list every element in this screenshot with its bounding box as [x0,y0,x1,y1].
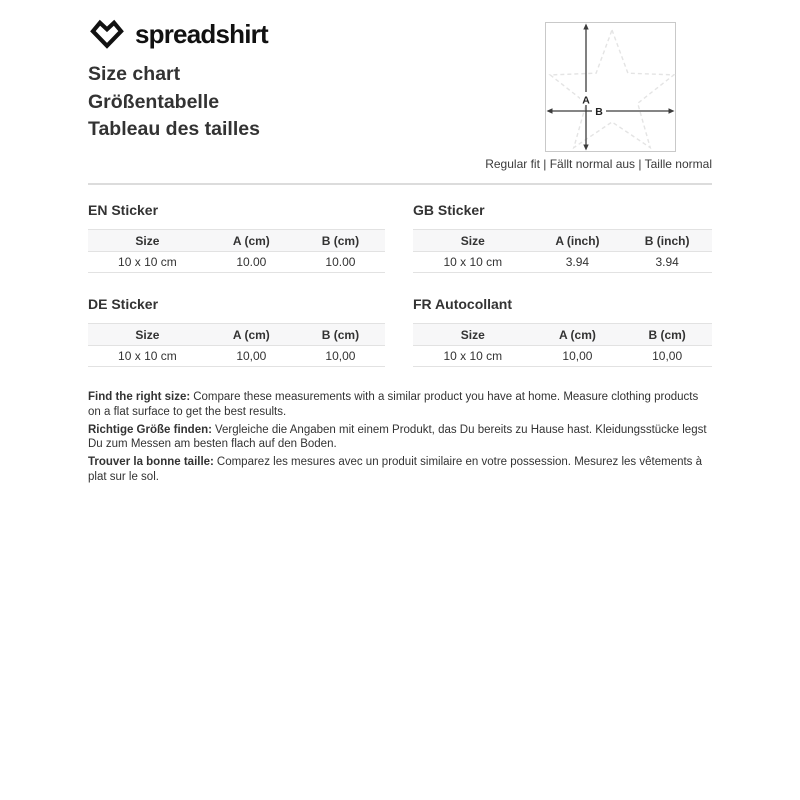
a-value-cell: 3.94 [533,252,623,273]
size-cell: 10 x 10 cm [88,346,207,367]
size-table-de [88,323,385,367]
column-header-a: A (cm) [207,230,296,252]
size-table-en [88,229,385,273]
column-header-size: Size [413,230,533,252]
table-header-row [88,230,385,252]
a-value-cell: 10,00 [207,346,296,367]
size-table-block-en [88,202,385,273]
b-value-cell: 10.00 [296,252,385,273]
column-header-size: Size [413,324,533,346]
a-value-cell: 10,00 [533,346,623,367]
fit-note: Regular fit | Fällt normal aus | Taille normal [485,157,712,171]
table-title-de: DE Sticker [88,296,159,312]
size-table-block-de [88,296,385,367]
b-value-cell: 10,00 [622,346,712,367]
column-header-b: B (cm) [622,324,712,346]
table-row [88,252,385,273]
column-header-b: B (inch) [622,230,712,252]
table-title-fr: FR Autocollant [413,296,513,312]
column-header-b: B (cm) [296,324,385,346]
b-value-cell: 3.94 [622,252,712,273]
note-lead-en: Find the right size: [88,391,191,403]
column-header-size: Size [88,324,207,346]
table-title-en: EN Sticker [88,202,159,218]
note-paragraph-fr [88,455,712,484]
sizing-notes [88,390,712,488]
b-value-cell: 10,00 [296,346,385,367]
size-cell: 10 x 10 cm [88,252,207,273]
table-header-row [413,230,712,252]
diagram-label-a: A [582,94,590,107]
column-header-b: B (cm) [296,230,385,252]
a-value-cell: 10.00 [207,252,296,273]
note-paragraph-de [88,423,712,452]
column-header-a: A (cm) [533,324,623,346]
column-header-a: A (cm) [207,324,296,346]
spreadshirt-heart-icon [88,19,126,50]
diagram-label-b: B [595,106,603,118]
note-lead-de: Richtige Größe finden: [88,423,212,436]
measurement-diagram [545,22,676,157]
table-title-gb: GB Sticker [413,202,485,218]
note-text-fr: Comparez les mesures avec un produit similaire en votre possession. Mesurez les vêtements à plat sur le sol. [88,456,703,483]
size-cell: 10 x 10 cm [413,252,533,273]
page-title-fr: Tableau des tailles [88,118,260,140]
table-header-row [413,324,712,346]
size-table-gb [413,229,712,273]
section-divider [88,183,712,185]
size-table-block-gb [413,202,712,273]
table-row [413,252,712,273]
note-lead-fr: Trouver la bonne taille: [88,456,214,468]
note-paragraph-en [88,390,712,419]
note-text-en: Compare these measurements with a similar product you have at home. Measure clothing products on a flat surface to get the best results. [88,391,699,418]
brand-name: spreadshirt [135,19,268,49]
page-title-en: Size chart [88,63,181,85]
table-row [88,346,385,367]
size-cell: 10 x 10 cm [413,346,533,367]
page-titles [88,61,260,144]
table-row [413,346,712,367]
column-header-a: A (inch) [533,230,623,252]
table-header-row [88,324,385,346]
brand-logo [88,19,268,50]
size-table-fr [413,323,712,367]
page-title-de: Größentabelle [88,90,220,113]
note-text-de: Vergleiche die Angaben mit einem Produkt, das Du bereits zu Hause hast. Kleidungsstücke legst Du zum Messen am besten flach auf den Boden. [88,423,707,450]
column-header-size: Size [88,230,207,252]
size-table-block-fr [413,296,712,367]
